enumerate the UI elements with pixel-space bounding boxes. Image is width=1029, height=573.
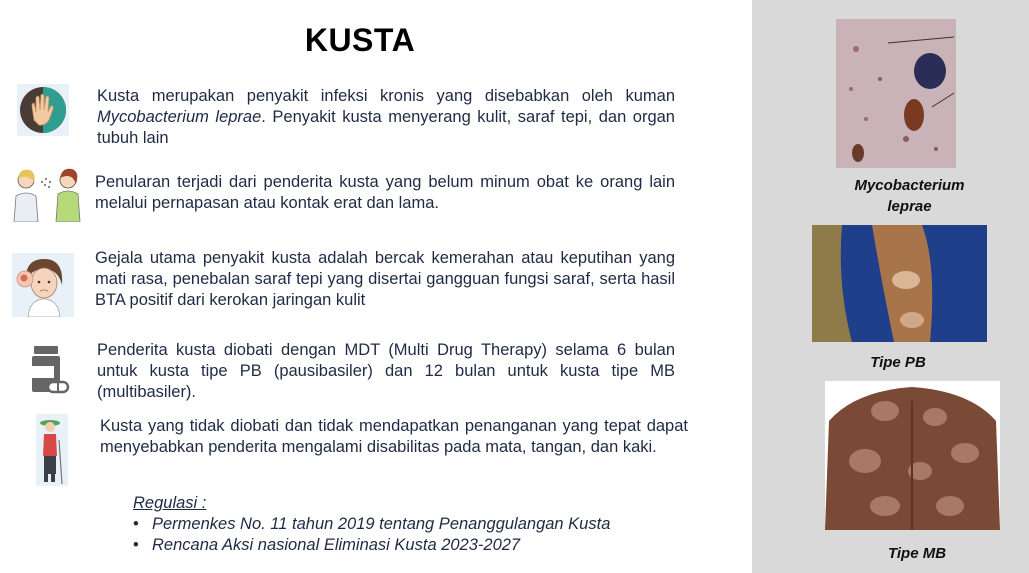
caption-mycobacterium-line2: leprae [887,198,932,215]
caption-tipe-mb: Tipe MB [887,545,947,562]
skin-patch-woman-icon [12,253,74,317]
disabled-person-icon [36,414,68,486]
tipe-pb-photo [812,225,987,342]
paragraph-disability: Kusta yang tidak diobati dan tidak mendapatkan penanganan yang tepat dapat menyebabkan penderita mengalami disabilitas pada mata, tangan, dan kaki. [100,417,688,456]
coughing-people-icon [8,164,86,222]
caption-mycobacterium-line1: Mycobacterium [854,177,965,194]
stop-hand-icon [17,84,69,136]
page-title: KUSTA [304,22,416,58]
definition-text-start: Kusta merupakan penyakit infeksi kronis yang disebabkan oleh kuman [97,87,675,105]
tipe-mb-photo [825,381,1000,530]
mycobacterium-photo [836,19,956,168]
bacteria-name: Mycobacterium leprae [97,108,262,126]
regulation-title: Regulasi : [133,494,207,512]
regulation-item: • Permenkes No. 11 tahun 2019 tentang Penanggulangan Kusta [133,514,610,535]
caption-tipe-pb: Tipe PB [870,354,926,371]
paragraph-treatment: Penderita kusta diobati dengan MDT (Multi Drug Therapy) selama 6 bulan untuk kusta tipe PB (pausibasiler) dan 12 bulan untuk kusta tipe MB (multibasiler). [97,341,675,401]
paragraph-transmission: Penularan terjadi dari penderita kusta yang belum minum obat ke orang lain melalui pernapasan atau kontak erat dan lama. [95,173,675,212]
paragraph-definition [97,86,675,149]
caption-mycobacterium [836,175,983,217]
paragraph-symptoms: Gejala utama penyakit kusta adalah bercak kemerahan atau keputihan yang mati rasa, penebalan saraf tepi yang disertai gangguan fungsi saraf, serta hasil BTA positif dari kerokan jaringan kulit [95,249,675,309]
regulation-list [133,514,610,556]
definition-text-end: . Penyakit kusta menyerang kulit, saraf tepi, dan organ tubuh lain [97,108,675,147]
regulation-section [133,494,610,556]
medicine-bottle-icon [28,346,70,396]
regulation-item: • Rencana Aksi nasional Eliminasi Kusta 2023-2027 [133,535,610,556]
